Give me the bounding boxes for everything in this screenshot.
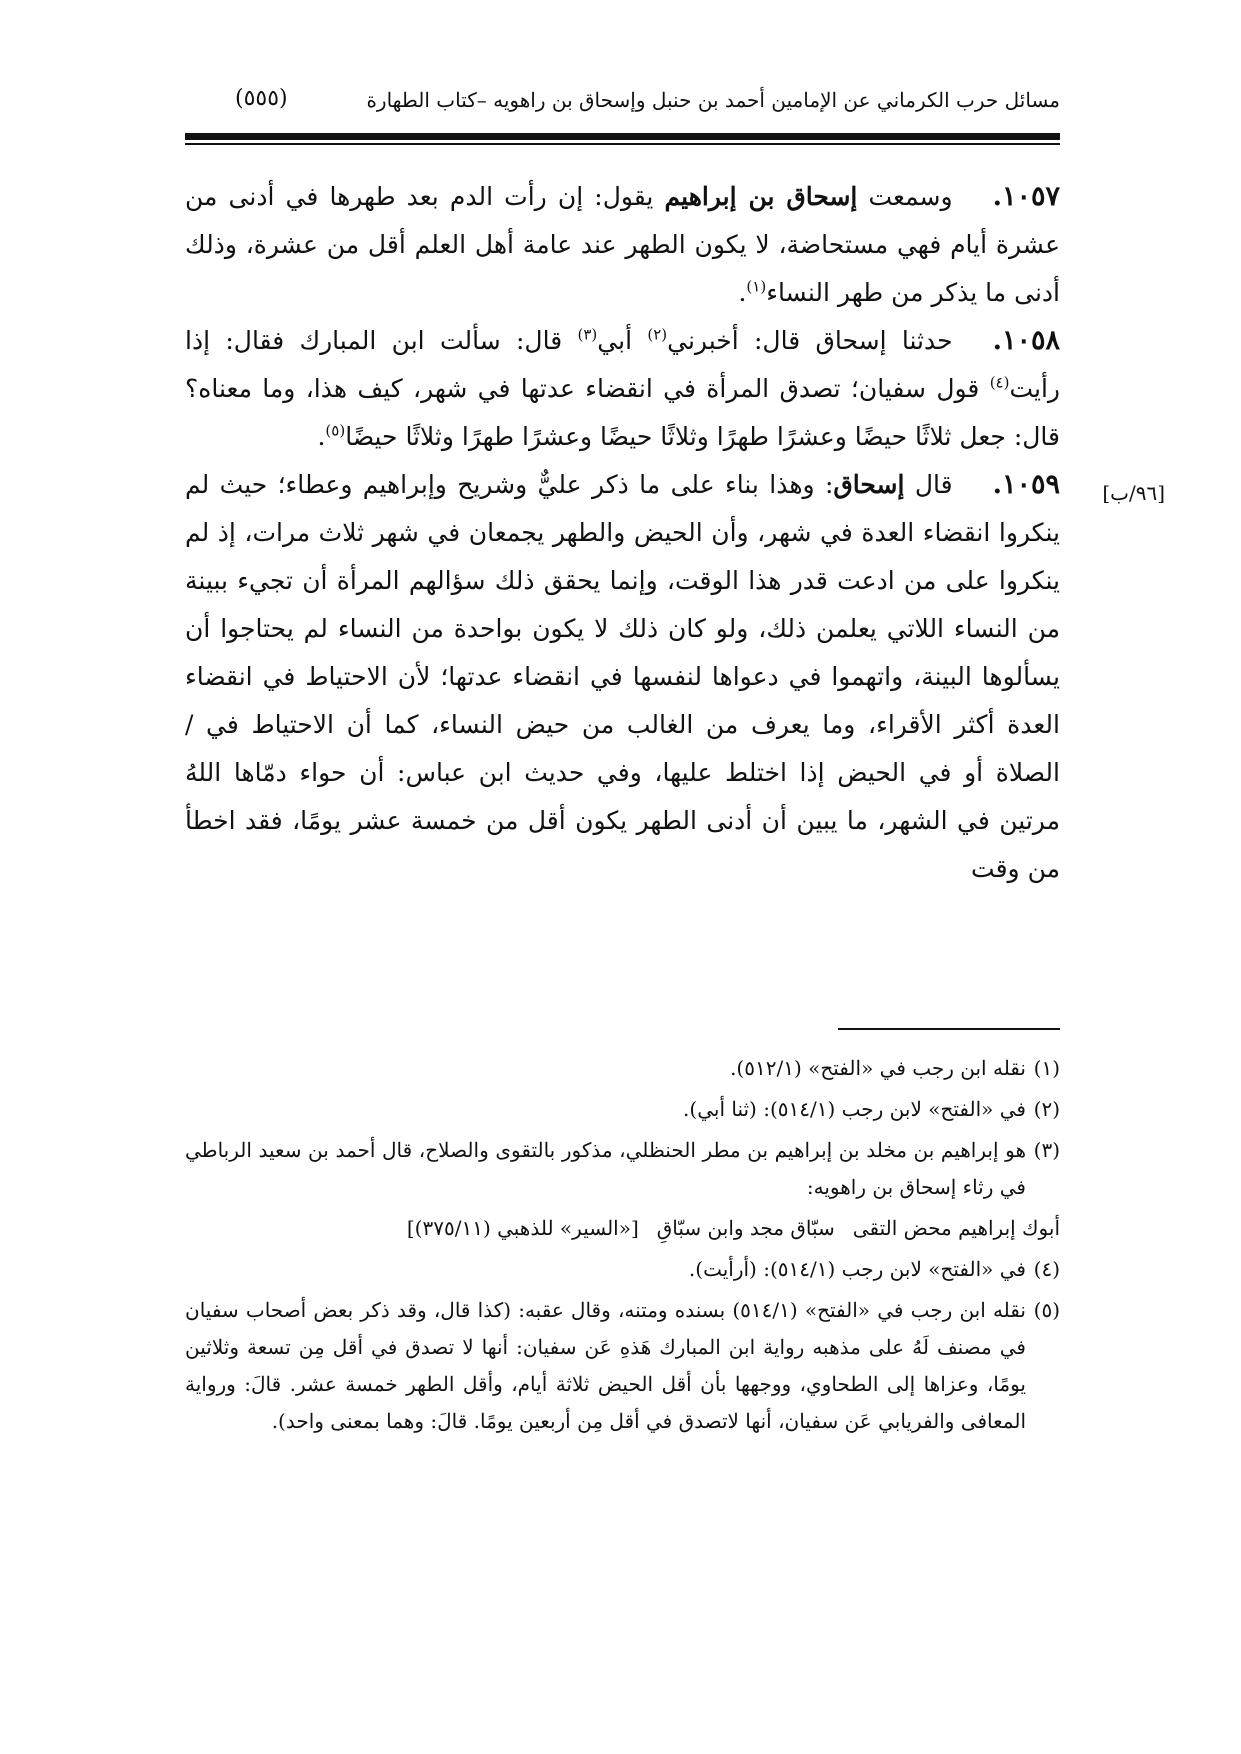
footnote-separator [838, 1028, 1060, 1030]
paragraph-number: ١٠٥٨. [992, 325, 1060, 356]
footnote-label: (٥) [1033, 1298, 1060, 1322]
paragraph-intro: وسمعت [868, 182, 953, 211]
footnote-ref[interactable]: (٥) [325, 421, 346, 440]
header-title: مسائل حرب الكرماني عن الإمامين أحمد بن حنبل وإسحاق بن راهويه –كتاب الطهارة [366, 88, 1060, 112]
verse-source: [«السير» للذهبي (٣٧٥/١١)] [406, 1216, 639, 1240]
footnote-label: (١) [1033, 1056, 1060, 1080]
footnote-label: (٣) [1033, 1138, 1060, 1162]
footnote-ref[interactable]: (١) [746, 277, 767, 296]
paragraph-text: قال: سألت ابن المبارك فقال: إذا رأيت [185, 326, 1060, 403]
paragraph-1059 [185, 461, 1165, 893]
paragraph-end: . [738, 278, 747, 307]
header-rule-thick [185, 133, 1060, 140]
manuscript-folio-ref: [٩٦/ب] [1102, 481, 1165, 505]
footnote-label: (٤) [1033, 1257, 1060, 1281]
paragraph-end: . [317, 422, 326, 451]
narrator-name: إسحاق [833, 470, 905, 499]
footnote-5 [185, 1292, 1060, 1440]
paragraph-1058 [185, 317, 1060, 461]
narrator-name: إسحاق بن إبراهيم [664, 182, 858, 211]
paragraph-1057 [185, 173, 1060, 317]
running-header [185, 82, 1060, 122]
footnote-2 [185, 1091, 1060, 1128]
header-rule-thin [185, 143, 1060, 145]
main-text [185, 173, 1165, 893]
footnote-4 [185, 1251, 1060, 1288]
footnote-text: في «الفتح» لابن رجب (٥١٤/١): (ثنا أبي). [683, 1097, 1026, 1121]
paragraph-text: : وهذا بناء على ما ذكر عليٌّ وشريح وإبراهيم وعطاء؛ حيث لم ينكروا انقضاء العدة في شهر، وأن الحيض والطهر يجمعان في شهر ثلاث مرات، إذ لم ينكروا على من ادعت قدر هذا الوقت، وإنما يحقق ذلك سؤالهم المرأة أن تجيء ببينة من النساء اللاتي يعلمن ذلك، ولو كان ذلك لا يكون بواحدة من النساء لم يحتاجوا أن يسألوها البينة، واتهموا في دعواها لنفسها في انقضاء عدتها؛ لأن الاحتياط في انقضاء العدة أكثر الأقراء، وما يعرف من الغالب من حيض النساء، كما أن الاحتياط في / الصلاة أو في الحيض إذا اختلط عليها، وفي حديث ابن عباس: أن حواء دمّاها اللهُ مرتين في الشهر، ما يبين أن أدنى الطهر يكون أقل من خمسة عشر يومًا، فقد اخطأ من وقت [185, 470, 1060, 883]
paragraph-text: حدثنا إسحاق قال: أخبرني [667, 326, 953, 355]
footnote-text: نقله ابن رجب في «الفتح» (٥١٢/١). [730, 1056, 1026, 1080]
paragraph-number: ١٠٥٧. [992, 181, 1061, 212]
page-number: (٥٥٥) [235, 86, 288, 111]
footnote-text: نقله ابن رجب في «الفتح» (٥١٤/١) بسنده ومتنه، وقال عقبه: (كذا قال، وقد ذكر بعض أصحاب سفيان في مصنف لَهُ على مذهبه رواية ابن المبارك هَذهِ عَن سفيان: أنها لا تصدق في أقل مِن تسعة وثلاثين يومًا، وعزاها إلى الطحاوي، ووجهها بأن أقل الحيض ثلاثة أيام، وأقل الطهر خمسة عشر. قالَ: ورواية المعافى والفريابي عَن سفيان، أنها لاتصدق في أقل مِن أربعين يومًا. قالَ: وهما بمعنى واحد). [185, 1298, 1026, 1433]
footnote-text: هو إبراهيم بن مخلد بن إبراهيم بن مطر الحنظلي، مذكور بالتقوى والصلاح، قال أحمد بن سعيد الرباطي في رثاء إسحاق بن راهويه: [185, 1138, 1026, 1199]
footnote-1 [185, 1050, 1060, 1087]
footnote-3 [185, 1132, 1060, 1206]
paragraph-text: يقول: إن رأت الدم بعد طهرها في أدنى من عشرة أيام فهي مستحاضة، لا يكون الطهر عند عامة أهل العلم أقل من عشرة، وذلك أدنى ما يذكر من طهر النساء [185, 182, 1060, 307]
footnote-ref[interactable]: (٤) [989, 373, 1010, 392]
footnote-ref[interactable]: (٣) [577, 325, 598, 344]
footnotes [185, 1050, 1060, 1444]
paragraph-text: قول سفيان؛ تصدق المرأة في انقضاء عدتها في شهر، كيف هذا، وما معناه؟ قال: جعل ثلاثًا حيضًا وعشرًا طهرًا وثلاثًا حيضًا وعشرًا طهرًا وثلاثًا حيضًا [185, 374, 1060, 451]
footnote-label: (٢) [1033, 1097, 1060, 1121]
paragraph-intro: قال [914, 470, 953, 499]
paragraph-number: ١٠٥٩. [992, 469, 1060, 500]
verse-second-hemistich: سبّاق مجد وابن سبّاقِ [656, 1216, 835, 1240]
footnote-ref[interactable]: (٢) [647, 325, 668, 344]
verse-first-hemistich: أبوك إبراهيم محض التقى [852, 1216, 1060, 1240]
poetry-verse [185, 1210, 1060, 1247]
footnote-text: في «الفتح» لابن رجب (٥١٤/١): (أرأيت). [688, 1257, 1026, 1281]
paragraph-text: أبي [597, 326, 648, 355]
